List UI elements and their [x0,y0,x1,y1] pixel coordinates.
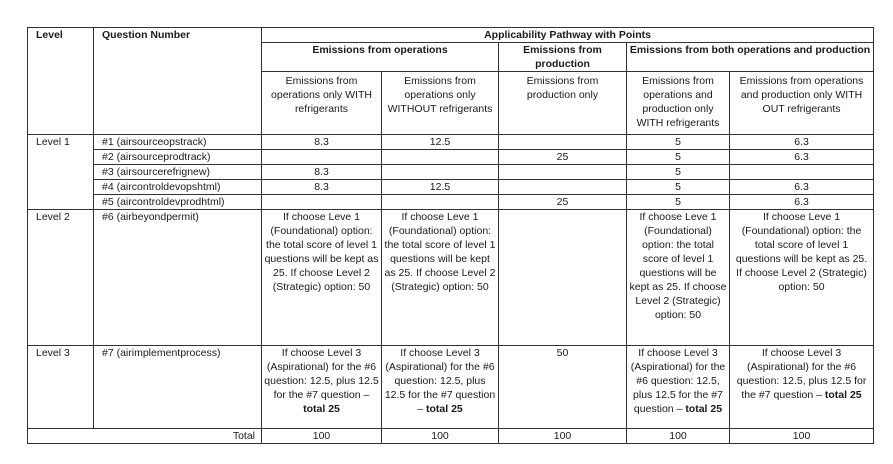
header-question-number: Question Number [94,28,262,135]
score-cell [262,195,382,210]
total-label: Total [28,429,262,444]
score-note-cell: If choose Leve 1 (Foundational) option: the total score of level 1 questions will be kept as 25. If choose Level 2 (Strategic) option: 50 [627,210,730,346]
score-cell [262,150,382,165]
score-cell [499,165,627,180]
header-row-1 [28,28,874,43]
level-3-cell: Level 3 [28,346,94,429]
table-row [28,195,874,210]
header-col-both-without-refrigerants: Emissions from operations and production only WITH OUT refrigerants [730,72,874,135]
header-level: Level [28,28,94,135]
level-1-cell: Level 1 [28,135,94,210]
score-cell: 6.3 [730,135,874,150]
score-cell: 8.3 [262,165,382,180]
table-row [28,180,874,195]
score-cell: 25 [499,150,627,165]
header-col-ops-without-refrigerants: Emissions from operations only WITHOUT refrigerants [382,72,499,135]
header-pathway: Applicability Pathway with Points [262,28,874,43]
total-cell: 100 [499,429,627,444]
total-cell: 100 [627,429,730,444]
note-text: If choose Level 3 (Aspirational) for the #6 question: 12.5, plus 12.5 for the #7 question – [384,347,496,415]
score-cell [382,150,499,165]
score-cell [382,165,499,180]
note-text: If choose Level 3 (Aspirational) for the #6 question: 12.5, plus 12.5 for the #7 question – [264,347,379,401]
score-cell: 5 [627,135,730,150]
score-cell: 8.3 [262,135,382,150]
note-total: total 25 [426,403,463,415]
score-note-cell [262,346,382,429]
total-cell: 100 [730,429,874,444]
score-note-cell [627,346,730,429]
note-total: total 25 [303,403,340,415]
header-col-both-with-refrigerants: Emissions from operations and production only WITH refrigerants [627,72,730,135]
table-row [28,165,874,180]
score-cell [499,180,627,195]
question-cell: #3 (airsourcerefrignew) [94,165,262,180]
header-col-production-only: Emissions from production only [499,72,627,135]
score-note-cell: If choose Leve 1 (Foundational) option: the total score of level 1 questions will be kept as 25. If choose Level 2 (Strategic) option: 50 [730,210,874,346]
note-text: If choose Level 3 (Aspirational) for the #6 question: 12.5, plus 12.5 for the #7 question – [630,347,726,415]
score-cell [499,135,627,150]
header-group-operations: Emissions from operations [262,43,499,72]
score-cell: 12.5 [382,180,499,195]
question-cell: #4 (aircontroldevopshtml) [94,180,262,195]
question-cell: #6 (airbeyondpermit) [94,210,262,346]
applicability-pathway-table [27,27,874,444]
header-group-production: Emissions from production [499,43,627,72]
score-cell: 5 [627,180,730,195]
score-cell [730,165,874,180]
note-total: total 25 [685,403,723,415]
total-cell: 100 [262,429,382,444]
note-total: total 25 [824,389,862,401]
score-note-cell: If choose Leve 1 (Foundational) option: the total score of level 1 questions will be kept as 25. If choose Level 2 (Strategic) option: 50 [262,210,382,346]
score-cell: 6.3 [730,195,874,210]
header-col-ops-with-refrigerants: Emissions from operations only WITH refrigerants [262,72,382,135]
score-note-cell [730,346,874,429]
level-2-cell: Level 2 [28,210,94,346]
score-cell: 8.3 [262,180,382,195]
question-cell: #5 (aircontroldevprodhtml) [94,195,262,210]
table-row [28,135,874,150]
score-cell: 25 [499,195,627,210]
total-cell: 100 [382,429,499,444]
score-cell: 5 [627,195,730,210]
score-cell [499,210,627,346]
score-cell: 6.3 [730,150,874,165]
score-note-cell [382,346,499,429]
score-cell: 50 [499,346,627,429]
table-row-level-3 [28,346,874,429]
score-cell: 12.5 [382,135,499,150]
score-note-cell: If choose Leve 1 (Foundational) option: the total score of level 1 questions will be kept as 25. If choose Level 2 (Strategic) option: 50 [382,210,499,346]
question-cell: #1 (airsourceopstrack) [94,135,262,150]
table-row [28,150,874,165]
score-cell [382,195,499,210]
header-group-both: Emissions from both operations and production [627,43,874,72]
total-row [28,429,874,444]
score-cell: 5 [627,165,730,180]
document-page [27,27,873,444]
note-text: If choose Level 3 (Aspirational) for the #6 question: 12.5, plus 12.5 for the #7 question – [736,347,867,401]
table-row-level-2 [28,210,874,346]
question-cell: #7 (airimplementprocess) [94,346,262,429]
score-cell: 5 [627,150,730,165]
question-cell: #2 (airsourceprodtrack) [94,150,262,165]
score-cell: 6.3 [730,180,874,195]
